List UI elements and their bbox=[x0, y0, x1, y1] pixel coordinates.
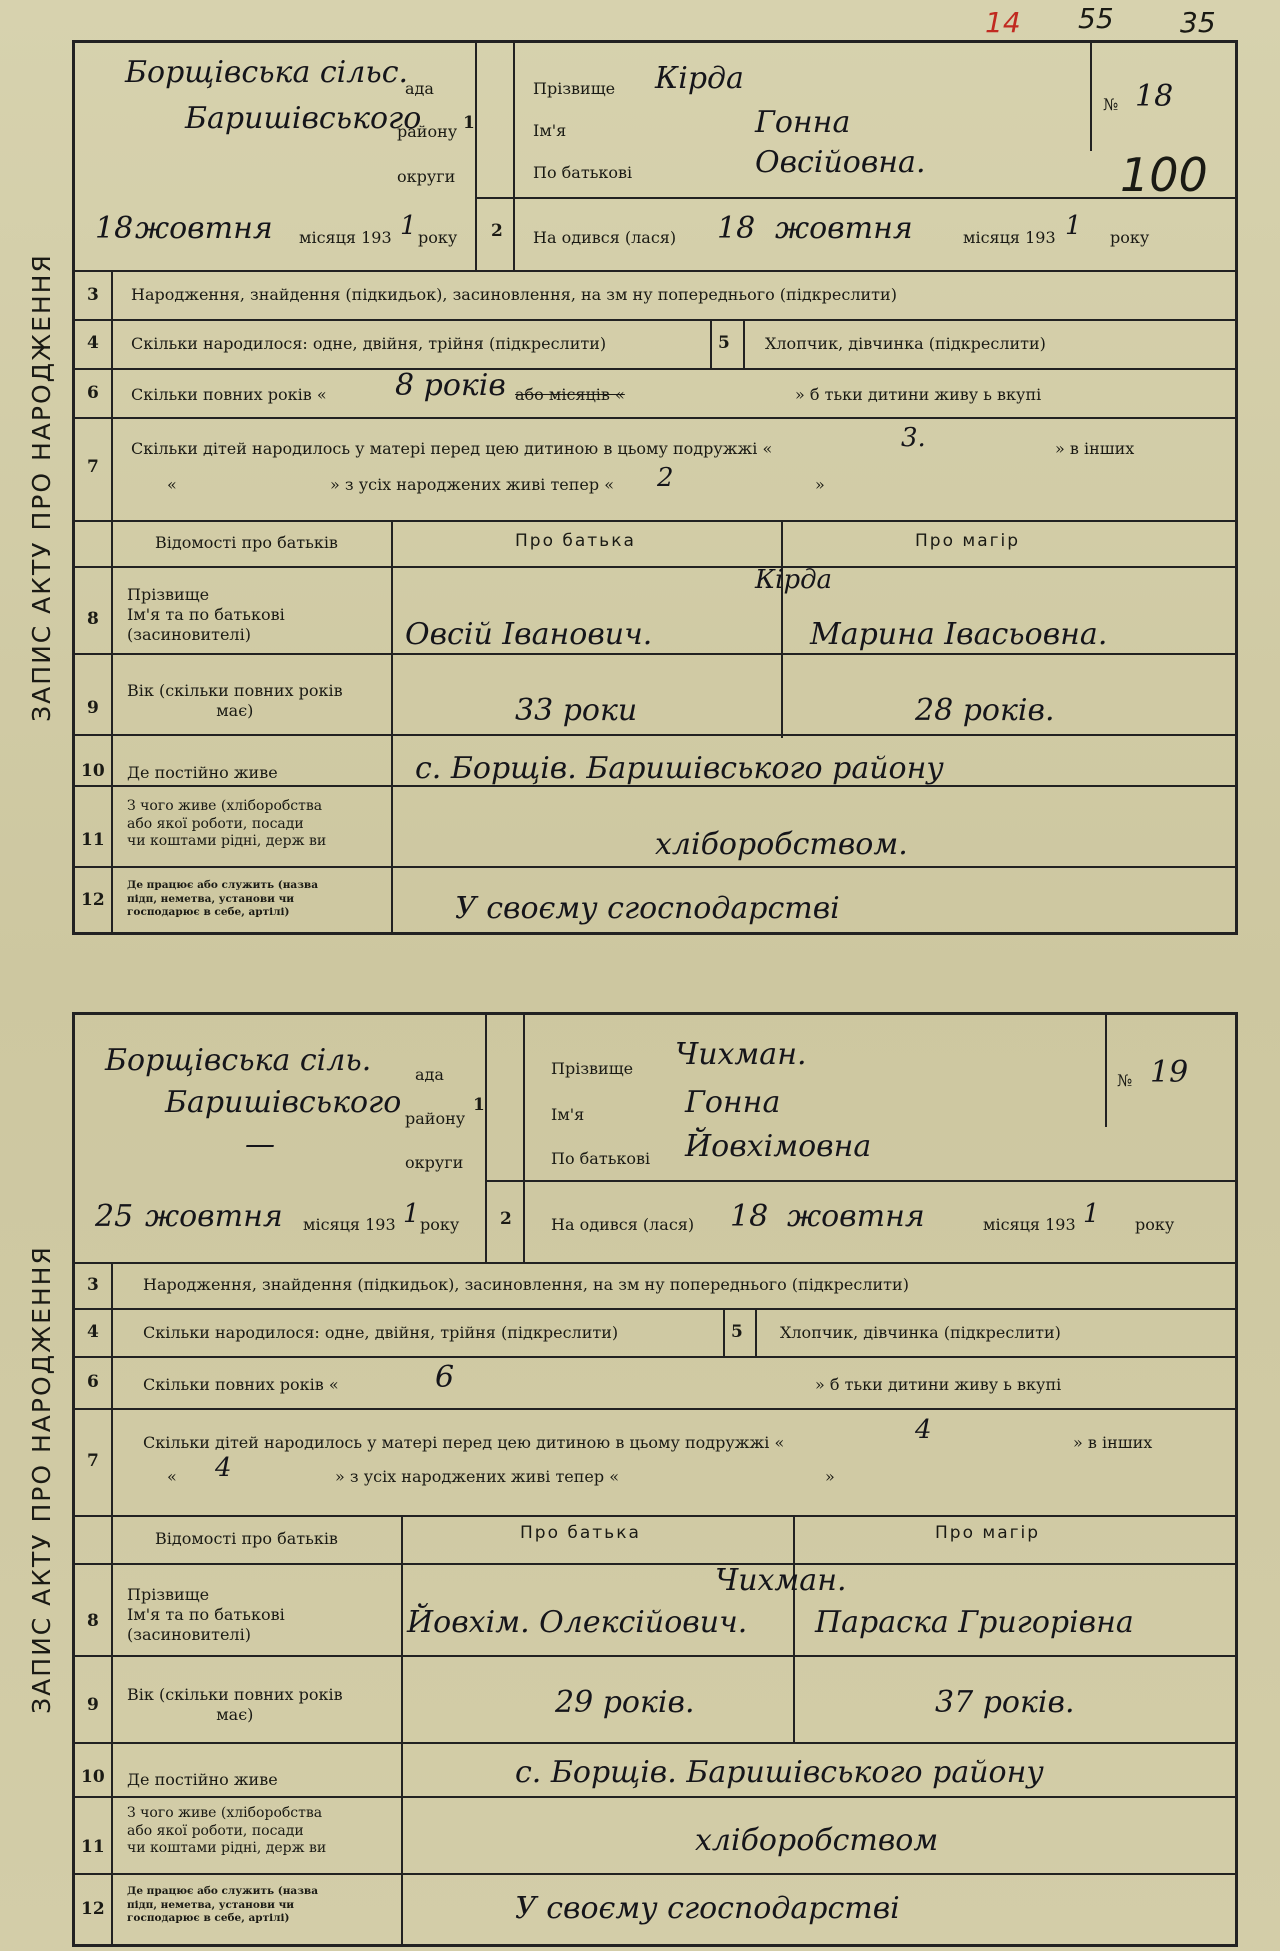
row10-label: Де постійно живе bbox=[127, 763, 278, 782]
birth-record-18 bbox=[10, 40, 1238, 935]
record-number: 19 bbox=[1150, 1055, 1189, 1090]
mother-name: Марина Івасьовна. bbox=[810, 617, 1108, 652]
reg-year-label: року bbox=[418, 228, 458, 247]
child-name: Гонна bbox=[685, 1085, 781, 1120]
page-note-3: 35 bbox=[1180, 6, 1216, 39]
born-label: На одився (лася) bbox=[551, 1215, 695, 1234]
reg-day: 18 bbox=[95, 211, 134, 246]
row7-label-c: « bbox=[167, 1467, 177, 1486]
row8-label: Прізвище Ім'я та по батькові (засиновителі) bbox=[127, 1585, 285, 1644]
row7-label-b: » в інших bbox=[1073, 1433, 1153, 1452]
child-patronymic: Йовхімовна bbox=[685, 1129, 872, 1164]
raion-label: району bbox=[405, 1109, 466, 1128]
children-before: 3. bbox=[901, 423, 926, 453]
livelihood: хліборобством. bbox=[655, 827, 908, 862]
page-note-4: 100 bbox=[1120, 148, 1208, 202]
residence: с. Борщів. Баришівського району bbox=[415, 751, 944, 786]
row7-label-e: » bbox=[825, 1467, 835, 1486]
father-header: Про батька bbox=[515, 531, 636, 551]
child-name: Гонна bbox=[755, 105, 851, 140]
row12-label: Де працює або служить (назва підп, неметва, установи чи господарює в себе, артілі) bbox=[127, 1885, 318, 1925]
reg-month-label: місяця 193 bbox=[299, 228, 392, 247]
reg-year: 1 bbox=[400, 211, 417, 241]
child-surname: Чихман. bbox=[675, 1037, 807, 1072]
rada-label: ада bbox=[405, 79, 434, 98]
row7-label-d: » з усіх народжених живі тепер « bbox=[330, 475, 615, 494]
row3-label: Народження, знайдення (підкидьок), засиновлення, на зм ну попереднього (підкреслити) bbox=[143, 1275, 909, 1294]
row7-label-e: » bbox=[815, 475, 825, 494]
birth-year: 1 bbox=[1083, 1199, 1100, 1229]
birth-year-label: року bbox=[1135, 1215, 1175, 1234]
father-name: Овсій Іванович. bbox=[405, 617, 653, 652]
raion-value: Баришівського bbox=[185, 101, 422, 136]
okrug-label: округи bbox=[397, 167, 456, 186]
rada-value: Борщівська сіль. bbox=[105, 1043, 372, 1078]
row6-label-b: або місяців « bbox=[515, 385, 625, 404]
row10-label: Де постійно живе bbox=[127, 1770, 278, 1789]
row6-label-c: » б тьки дитини живу ь вкупі bbox=[795, 385, 1042, 404]
number-label: № bbox=[1103, 95, 1119, 114]
birth-month-label: місяця 193 bbox=[963, 228, 1056, 247]
row9-label: Вік (скільки повних років має) bbox=[127, 681, 343, 720]
reg-month: жовтня bbox=[135, 211, 273, 246]
mother-age: 28 років. bbox=[915, 693, 1055, 728]
page-note-2: 55 bbox=[1078, 2, 1114, 35]
child-surname: Кірда bbox=[655, 61, 744, 96]
reg-year-label: року bbox=[420, 1215, 460, 1234]
reg-year: 1 bbox=[403, 1199, 420, 1229]
years-together: 6 bbox=[435, 1360, 455, 1395]
mother-surname: Кірда bbox=[755, 565, 833, 595]
row12-label: Де працює або служить (назва підп, неметва, установи чи господарює в себе, артілі) bbox=[127, 879, 318, 919]
birth-year-label: року bbox=[1110, 228, 1150, 247]
row5-label: Хлопчик, дівчинка (підкреслити) bbox=[780, 1323, 1061, 1342]
birth-day: 18 bbox=[730, 1199, 769, 1234]
work: У своєму сгосподарстві bbox=[455, 891, 840, 926]
row7-label-a: Скільки дітей народилось у матері перед цею дитиною в цьому подружжі « bbox=[131, 439, 773, 458]
mother-name: Параска Григорівна bbox=[815, 1605, 1134, 1640]
father-surname: Чихман. bbox=[715, 1563, 847, 1598]
reg-month: жовтня bbox=[145, 1199, 283, 1234]
row7-label-c: « bbox=[167, 475, 177, 494]
row3-label: Народження, знайдення (підкидьок), засиновлення, на зм ну попереднього (підкреслити) bbox=[131, 285, 897, 304]
father-age: 29 років. bbox=[555, 1685, 695, 1720]
page-note-1: 14 bbox=[985, 6, 1021, 39]
row9-label: Вік (скільки повних років має) bbox=[127, 1685, 343, 1724]
birth-month-label: місяця 193 bbox=[983, 1215, 1076, 1234]
row4-label: Скільки народилося: одне, двійня, трійня (підкреслити) bbox=[131, 334, 607, 353]
alive-now: 2 bbox=[657, 463, 674, 493]
number-label: № bbox=[1117, 1071, 1133, 1090]
reg-day: 25 bbox=[95, 1199, 134, 1234]
row6-label-c: » б тьки дитини живу ь вкупі bbox=[815, 1375, 1062, 1394]
side-title: ЗАПИС АКТУ ПРО НАРОДЖЕННЯ bbox=[26, 1245, 56, 1714]
record-number: 18 bbox=[1135, 79, 1174, 114]
residence: с. Борщів. Баришівського району bbox=[515, 1755, 1044, 1790]
patronymic-label: По батькові bbox=[533, 163, 633, 182]
row7-label-a: Скільки дітей народилось у матері перед цею дитиною в цьому подружжі « bbox=[143, 1433, 785, 1452]
born-label: На одився (лася) bbox=[533, 228, 677, 247]
child-patronymic: Овсійовна. bbox=[755, 145, 926, 180]
record-frame: 1 2 3 4 5 6 7 8 9 10 11 12 ада району округи Борщівська сільс. Баришівського 18 жовтня місяця 193 1 року Прізвище Кірда Ім'я Гонна По батькові Овсійовна. № 18 На одився (лася) 18 жовтня місяця 193 1 року Народження, знайдення (підкидьок), засиновлення, на зм ну попереднього (підкреслити) Скільки народилося: одне, двійня, трійня (підкреслити) Хлопчик, дівчинка (підкреслити) Скільки повних років « 8 років або місяців « » б тьки дитини живу ь вкупі Скільки дітей народилось у матері перед цею дитиною в цьому подружжі « 3. » в інших « » з усіх народжених живі тепер « 2 » Відомості про батьків Про батька Про магір Прізвище Ім'я та по батькові (засиновителі) Кірда Овсій Іванович. Марина Івасьовна. Вік (скільки повних років має) 33 роки 28 років. Де постійно живе с. Борщів. Баришівського району З чого живе (хліборобства або якої роботи, посади чи коштами рідні, держ ви хліборобством. Де працює або служить (назва підп, неметва, установи чи господарює в себе, артілі) У своєму сгосподарстві bbox=[72, 40, 1238, 935]
father-header: Про батька bbox=[520, 1523, 641, 1543]
children-before: 4 bbox=[915, 1415, 932, 1445]
row11-label: З чого живе (хліборобства або якої роботи, посади чи коштами рідні, держ ви bbox=[127, 1805, 327, 1856]
raion-value: Баришівського bbox=[165, 1085, 402, 1120]
row6-label-a: Скільки повних років « bbox=[131, 385, 327, 404]
birth-record-19 bbox=[10, 1012, 1238, 1947]
okrug-label: округи bbox=[405, 1153, 464, 1172]
father-age: 33 роки bbox=[515, 693, 638, 728]
row7-label-b: » в інших bbox=[1055, 439, 1135, 458]
mother-header: Про магір bbox=[915, 531, 1021, 551]
birth-year: 1 bbox=[1065, 211, 1082, 241]
name-label: Ім'я bbox=[533, 121, 567, 140]
parents-header: Відомості про батьків bbox=[155, 533, 338, 552]
name-label: Ім'я bbox=[551, 1105, 585, 1124]
father-name: Йовхім. Олексійович. bbox=[407, 1605, 748, 1640]
birth-month: жовтня bbox=[775, 211, 913, 246]
record-frame: 1 2 3 4 5 6 7 8 9 10 11 12 ада району округи Борщівська сіль. Баришівського — 25 жовтня місяця 193 1 року Прізвище Чихман. Ім'я Гонна По батькові Йовхімовна № 19 На одився (лася) 18 жовтня місяця 193 1 року Народження, знайдення (підкидьок), засиновлення, на зм ну попереднього (підкреслити) Скільки народилося: одне, двійня, трійня (підкреслити) Хлопчик, дівчинка (підкреслити) Скільки повних років « 6 » б тьки дитини живу ь вкупі Скільки дітей народилось у матері перед цею дитиною в цьому подружжі « 4 » в інших « 4 » з усіх народжених живі тепер « » Відомості про батьків Про батька Про магір Прізвище Ім'я та по батькові (засиновителі) Чихман. Йовхім. Олексійович. Параска Григорівна Вік (скільки повних років має) 29 років. 37 років. Де постійно живе с. Борщів. Баришівського району З чого живе (хліборобства або якої роботи, посади чи коштами рідні, держ ви хліборобством Де працює або служить (назва підп, неметва, установи чи господарює в себе, артілі) У своєму сгосподарстві bbox=[72, 1012, 1238, 1947]
row11-label: З чого живе (хліборобства або якої роботи, посади чи коштами рідні, держ ви bbox=[127, 798, 327, 849]
years-together: 8 років bbox=[395, 368, 506, 403]
birth-month: жовтня bbox=[787, 1199, 925, 1234]
row5-label: Хлопчик, дівчинка (підкреслити) bbox=[765, 334, 1046, 353]
patronymic-label: По батькові bbox=[551, 1149, 651, 1168]
rada-value: Борщівська сільс. bbox=[125, 55, 409, 90]
okrug-value: — bbox=[245, 1127, 275, 1162]
parents-header: Відомості про батьків bbox=[155, 1529, 338, 1548]
raion-label: району bbox=[397, 122, 458, 141]
row8-label: Прізвище Ім'я та по батькові (засиновителі) bbox=[127, 585, 285, 644]
row6-label-a: Скільки повних років « bbox=[143, 1375, 339, 1394]
livelihood: хліборобством bbox=[695, 1823, 939, 1858]
row7-label-d: » з усіх народжених живі тепер « bbox=[335, 1467, 620, 1486]
children-other: 4 bbox=[215, 1453, 232, 1483]
work: У своєму сгосподарстві bbox=[515, 1891, 900, 1926]
mother-header: Про магір bbox=[935, 1523, 1041, 1543]
mother-age: 37 років. bbox=[935, 1685, 1075, 1720]
reg-month-label: місяця 193 bbox=[303, 1215, 396, 1234]
rada-label: ада bbox=[415, 1065, 444, 1084]
side-title: ЗАПИС АКТУ ПРО НАРОДЖЕННЯ bbox=[26, 253, 56, 722]
surname-label: Прізвище bbox=[551, 1059, 634, 1078]
surname-label: Прізвище bbox=[533, 79, 616, 98]
birth-day: 18 bbox=[717, 211, 756, 246]
row4-label: Скільки народилося: одне, двійня, трійня (підкреслити) bbox=[143, 1323, 619, 1342]
